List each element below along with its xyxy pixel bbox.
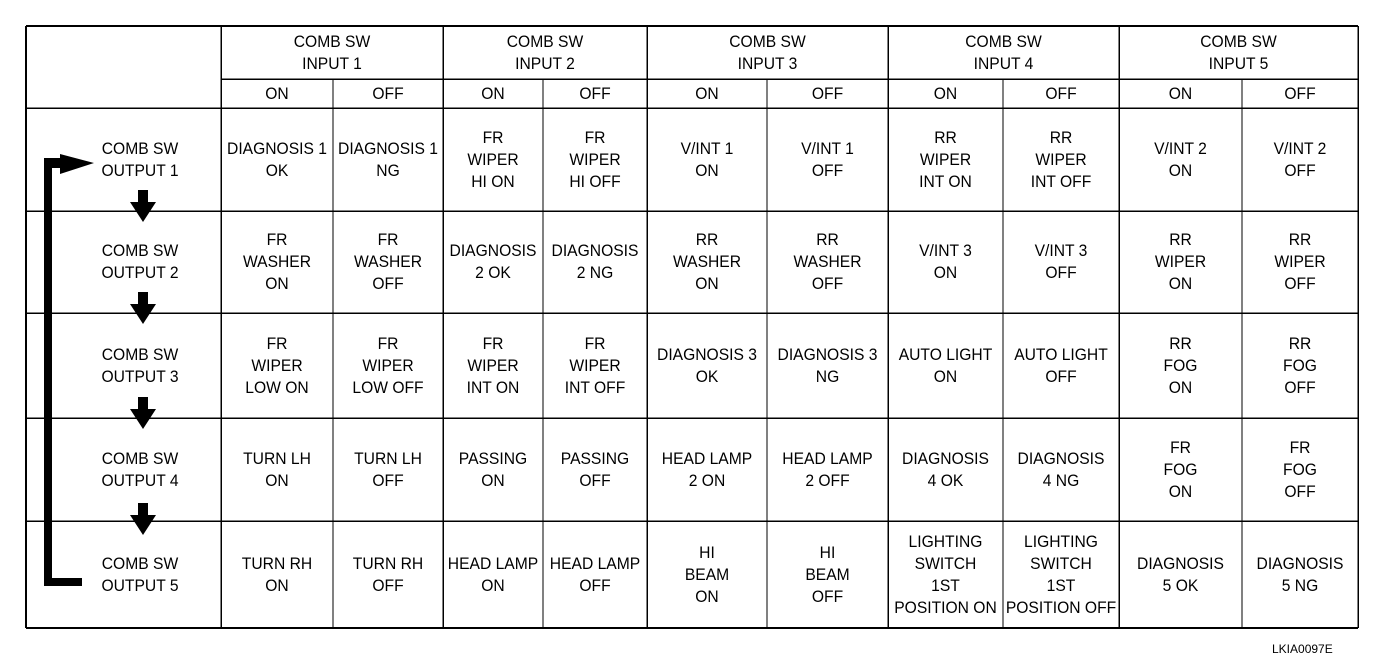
cell-text-line: ON: [265, 83, 289, 103]
cell-text-line: DIAGNOSIS: [1256, 553, 1344, 573]
cell-text-line: DIAGNOSIS: [902, 448, 989, 468]
cell-text-line: PASSING: [560, 448, 630, 468]
matrix-cell: [225, 313, 328, 418]
cell-text-line: RR: [1288, 230, 1312, 249]
cell-text-line: INPUT 2: [515, 53, 575, 73]
cell-text-line: COMB SW: [101, 448, 179, 468]
cell-text-line: OFF: [372, 83, 404, 103]
cell-text-line: WIPER: [569, 149, 621, 169]
cell-text-line: LOW OFF: [352, 377, 424, 397]
matrix-cell: [447, 313, 539, 418]
cell-text-line: RR: [1288, 333, 1312, 353]
cell-text-line: OUTPUT 5: [101, 575, 179, 595]
matrix-cell: [447, 521, 539, 628]
cell-text-line: 2 NG: [576, 263, 614, 282]
matrix-cell: [1124, 521, 1237, 628]
cell-text-line: PASSING: [458, 448, 528, 468]
cell-text-line: V/INT 1: [801, 138, 854, 158]
cell-text-line: LOW ON: [245, 377, 309, 397]
cell-text-line: WASHER: [242, 252, 312, 271]
cell-text-line: DIAGNOSIS: [1017, 448, 1105, 468]
cell-text-line: RR: [1169, 333, 1192, 353]
cell-text-line: ON: [933, 263, 958, 282]
cell-text-line: 5 NG: [1281, 575, 1319, 595]
cell-text-line: TURN LH: [354, 448, 422, 468]
cell-text-line: DIAGNOSIS: [551, 241, 639, 260]
cell-text-line: OFF: [372, 470, 404, 490]
on-header: [652, 79, 762, 108]
matrix-cell: [652, 211, 762, 313]
cell-text-line: INPUT 3: [737, 53, 798, 73]
cell-text-line: AUTO LIGHT: [1014, 344, 1108, 364]
cell-text-line: FR: [377, 333, 399, 353]
input-header-3: [657, 26, 879, 79]
cell-text-line: OFF: [811, 274, 844, 293]
cell-text-line: COMB SW: [1200, 31, 1277, 51]
cell-text-line: INPUT 1: [302, 53, 362, 73]
cell-text-line: RR: [816, 230, 839, 249]
matrix-cell: [225, 521, 328, 628]
cell-text-line: FOG: [1163, 355, 1198, 375]
cell-text-line: ON: [695, 274, 719, 293]
matrix-cell: [337, 418, 438, 521]
cell-text-line: OFF: [811, 586, 844, 606]
cell-text-line: FOG: [1283, 355, 1317, 375]
cell-text-line: OFF: [1284, 377, 1316, 397]
cell-text-line: FR: [1170, 437, 1191, 457]
cell-text-line: TURN RH: [241, 553, 313, 573]
cell-text-line: DIAGNOSIS 1: [227, 138, 327, 158]
cell-text-line: 1ST: [931, 575, 960, 595]
output-label-5: [76, 521, 205, 628]
matrix-cell: [1247, 211, 1354, 313]
cell-text-line: INT ON: [466, 377, 520, 397]
cell-text-line: INT OFF: [1030, 171, 1092, 191]
cell-text-line: INT ON: [919, 171, 972, 191]
output-label-4: [76, 418, 205, 521]
input-header-5: [1129, 26, 1349, 79]
cell-text-line: FOG: [1283, 459, 1317, 479]
cell-text-line: OFF: [1045, 263, 1077, 282]
cell-text-line: AUTO LIGHT: [898, 344, 993, 364]
off-header: [1247, 79, 1354, 108]
cell-text-line: RR: [695, 230, 719, 249]
cell-text-line: HI: [699, 542, 715, 562]
cell-text-line: OK: [695, 366, 719, 386]
matrix-cell: [893, 313, 999, 418]
cell-text-line: OFF: [1284, 274, 1316, 293]
matrix-cell: [547, 313, 643, 418]
cell-text-line: ON: [265, 274, 289, 293]
cell-text-line: HI ON: [471, 171, 515, 191]
cell-text-line: OFF: [811, 83, 844, 103]
cell-text-line: ON: [695, 586, 719, 606]
cell-text-line: 5 OK: [1162, 575, 1199, 595]
cell-text-line: V/INT 1: [680, 138, 734, 158]
cell-text-line: FR: [584, 127, 606, 147]
cell-text-line: OFF: [1045, 83, 1077, 103]
matrix-cell: [547, 418, 643, 521]
input-header-2: [451, 26, 639, 79]
cell-text-line: HEAD LAMP: [549, 553, 641, 573]
matrix-cell: [893, 108, 999, 211]
matrix-cell: [1247, 521, 1354, 628]
off-header: [547, 79, 643, 108]
cell-text-line: OK: [265, 160, 289, 180]
matrix-cell: [1124, 313, 1237, 418]
cell-text-line: HEAD LAMP: [661, 448, 753, 468]
cell-text-line: OUTPUT 1: [101, 160, 179, 180]
cell-text-line: FR: [584, 333, 606, 353]
cell-text-line: NG: [815, 366, 840, 386]
cell-text-line: RR: [934, 127, 957, 147]
cell-text-line: 4 NG: [1042, 470, 1080, 490]
cell-text-line: V/INT 2: [1273, 138, 1327, 158]
cell-text-line: HEAD LAMP: [782, 448, 873, 468]
on-header: [1124, 79, 1237, 108]
cell-text-line: COMB SW: [101, 553, 179, 573]
cell-text-line: WIPER: [467, 149, 519, 169]
cell-text-line: ON: [1168, 481, 1193, 501]
cell-text-line: ON: [695, 83, 719, 103]
matrix-cell: [1008, 211, 1115, 313]
cell-text-line: OFF: [811, 160, 844, 180]
off-header: [1008, 79, 1115, 108]
cell-text-line: WIPER: [362, 355, 414, 375]
cell-text-line: HI: [819, 542, 836, 562]
cell-text-line: SWITCH: [1030, 553, 1092, 573]
cell-text-line: OUTPUT 3: [101, 366, 179, 386]
matrix-cell: [772, 418, 883, 521]
cell-text-line: FR: [266, 333, 288, 353]
cell-text-line: LIGHTING: [1024, 531, 1098, 551]
input-header-1: [230, 26, 434, 79]
cell-text-line: SWITCH: [914, 553, 977, 573]
matrix-cell: [225, 108, 328, 211]
matrix-cell: [1247, 313, 1354, 418]
cell-text-line: INPUT 4: [973, 53, 1034, 73]
cell-text-line: BEAM: [805, 564, 850, 584]
cell-text-line: TURN LH: [243, 448, 311, 468]
cell-text-line: DIAGNOSIS 1: [338, 138, 438, 158]
matrix-cell: [337, 521, 438, 628]
matrix-cell: [547, 211, 643, 313]
matrix-cell: [1008, 418, 1115, 521]
cell-text-line: WASHER: [672, 252, 742, 271]
off-header: [337, 79, 438, 108]
output-label-1: [76, 108, 205, 211]
cell-text-line: BEAM: [684, 564, 730, 584]
cell-text-line: WIPER: [1154, 252, 1207, 271]
cell-text-line: COMB SW: [101, 344, 179, 364]
cell-text-line: OFF: [1284, 160, 1316, 180]
cell-text-line: NG: [376, 160, 400, 180]
matrix-cell: [447, 211, 539, 313]
cell-text-line: COMB SW: [101, 241, 179, 260]
cell-text-line: OFF: [372, 575, 404, 595]
matrix-cell: [652, 313, 762, 418]
output-label-2: [76, 211, 205, 313]
cell-text-line: POSITION ON: [894, 597, 997, 617]
cell-text-line: ON: [933, 366, 958, 386]
cell-text-line: COMB SW: [729, 31, 806, 51]
cell-text-line: ON: [933, 83, 958, 103]
cell-text-line: OFF: [1045, 366, 1077, 386]
cell-text-line: V/INT 3: [1034, 241, 1088, 260]
cell-text-line: OFF: [579, 575, 611, 595]
matrix-cell: [337, 211, 438, 313]
matrix-cell: [447, 418, 539, 521]
cell-text-line: FR: [482, 127, 504, 147]
matrix-cell: [547, 108, 643, 211]
cell-text-line: ON: [1168, 83, 1193, 103]
cell-text-line: WIPER: [251, 355, 303, 375]
cell-text-line: LIGHTING: [908, 531, 983, 551]
cell-text-line: ON: [1168, 377, 1193, 397]
matrix-cell: [772, 521, 883, 628]
cell-text-line: OFF: [1284, 83, 1316, 103]
cell-text-line: FR: [377, 230, 399, 249]
cell-text-line: WASHER: [793, 252, 862, 271]
cell-text-line: INT OFF: [564, 377, 626, 397]
cell-text-line: TURN RH: [352, 553, 424, 573]
cell-text-line: V/INT 2: [1154, 138, 1207, 158]
cell-text-line: ON: [481, 83, 505, 103]
cell-text-line: ON: [481, 575, 505, 595]
cell-text-line: DIAGNOSIS: [1137, 553, 1224, 573]
cell-text-line: OFF: [1284, 481, 1316, 501]
cell-text-line: WIPER: [1274, 252, 1326, 271]
matrix-cell: [652, 418, 762, 521]
cell-text-line: RR: [1169, 230, 1192, 249]
output-label-3: [76, 313, 205, 418]
matrix-cell: [1247, 108, 1354, 211]
cell-text-line: ON: [265, 470, 289, 490]
cell-text-line: 2 ON: [688, 470, 726, 490]
matrix-cell: [1247, 418, 1354, 521]
matrix-cell: [1008, 108, 1115, 211]
cell-text-line: OUTPUT 4: [101, 470, 179, 490]
cell-text-line: WIPER: [569, 355, 621, 375]
cell-text-line: FR: [266, 230, 288, 249]
cell-text-line: DIAGNOSIS 3: [777, 344, 878, 364]
matrix-cell: [893, 211, 999, 313]
cell-text-line: OFF: [579, 470, 611, 490]
matrix-cell: [652, 521, 762, 628]
cell-text-line: OUTPUT 2: [101, 263, 179, 282]
cell-text-line: RR: [1049, 127, 1073, 147]
matrix-cell: [447, 108, 539, 211]
figure-code: LKIA0097E: [1272, 642, 1333, 656]
matrix-cell: [893, 521, 999, 628]
cell-text-line: FR: [1289, 437, 1311, 457]
cell-text-line: COMB SW: [506, 31, 584, 51]
cell-text-line: DIAGNOSIS: [449, 241, 537, 260]
cell-text-line: HEAD LAMP: [447, 553, 539, 573]
matrix-cell: [772, 108, 883, 211]
cell-text-line: 4 OK: [927, 470, 964, 490]
cell-text-line: WASHER: [353, 252, 423, 271]
cell-text-line: ON: [1168, 160, 1193, 180]
cell-text-line: ON: [481, 470, 505, 490]
matrix-cell: [1124, 418, 1237, 521]
matrix-cell: [337, 313, 438, 418]
matrix-cell: [652, 108, 762, 211]
cell-text-line: V/INT 3: [919, 241, 972, 260]
cell-text-line: INPUT 5: [1208, 53, 1269, 73]
cell-text-line: 1ST: [1046, 575, 1076, 595]
cell-text-line: COMB SW: [101, 138, 179, 158]
cell-text-line: HI OFF: [569, 171, 621, 191]
cell-text-line: COMB SW: [293, 31, 371, 51]
matrix-cell: [1124, 211, 1237, 313]
cell-text-line: POSITION OFF: [1005, 597, 1117, 617]
matrix-cell: [772, 313, 883, 418]
matrix-cell: [225, 211, 328, 313]
cell-text-line: COMB SW: [965, 31, 1042, 51]
cell-text-line: OFF: [579, 83, 611, 103]
matrix-cell: [337, 108, 438, 211]
cell-text-line: WIPER: [919, 149, 972, 169]
cell-text-line: OFF: [372, 274, 404, 293]
matrix-cell: [547, 521, 643, 628]
matrix-cell: [772, 211, 883, 313]
cell-text-line: DIAGNOSIS 3: [657, 344, 757, 364]
cell-text-line: WIPER: [1035, 149, 1087, 169]
cell-text-line: WIPER: [467, 355, 519, 375]
on-header: [893, 79, 999, 108]
off-header: [772, 79, 883, 108]
matrix-cell: [893, 418, 999, 521]
cell-text-line: FOG: [1163, 459, 1198, 479]
matrix-cell: [225, 418, 328, 521]
matrix-cell: [1124, 108, 1237, 211]
cell-text-line: ON: [265, 575, 289, 595]
cell-text-line: FR: [482, 333, 504, 353]
cell-text-line: 2 OK: [475, 263, 511, 282]
input-header-4: [897, 26, 1110, 79]
matrix-cell: [1005, 521, 1117, 628]
on-header: [447, 79, 539, 108]
cell-text-line: ON: [1168, 274, 1193, 293]
matrix-cell: [1008, 313, 1115, 418]
cell-text-line: ON: [695, 160, 719, 180]
cell-text-line: 2 OFF: [805, 470, 850, 490]
on-header: [225, 79, 328, 108]
